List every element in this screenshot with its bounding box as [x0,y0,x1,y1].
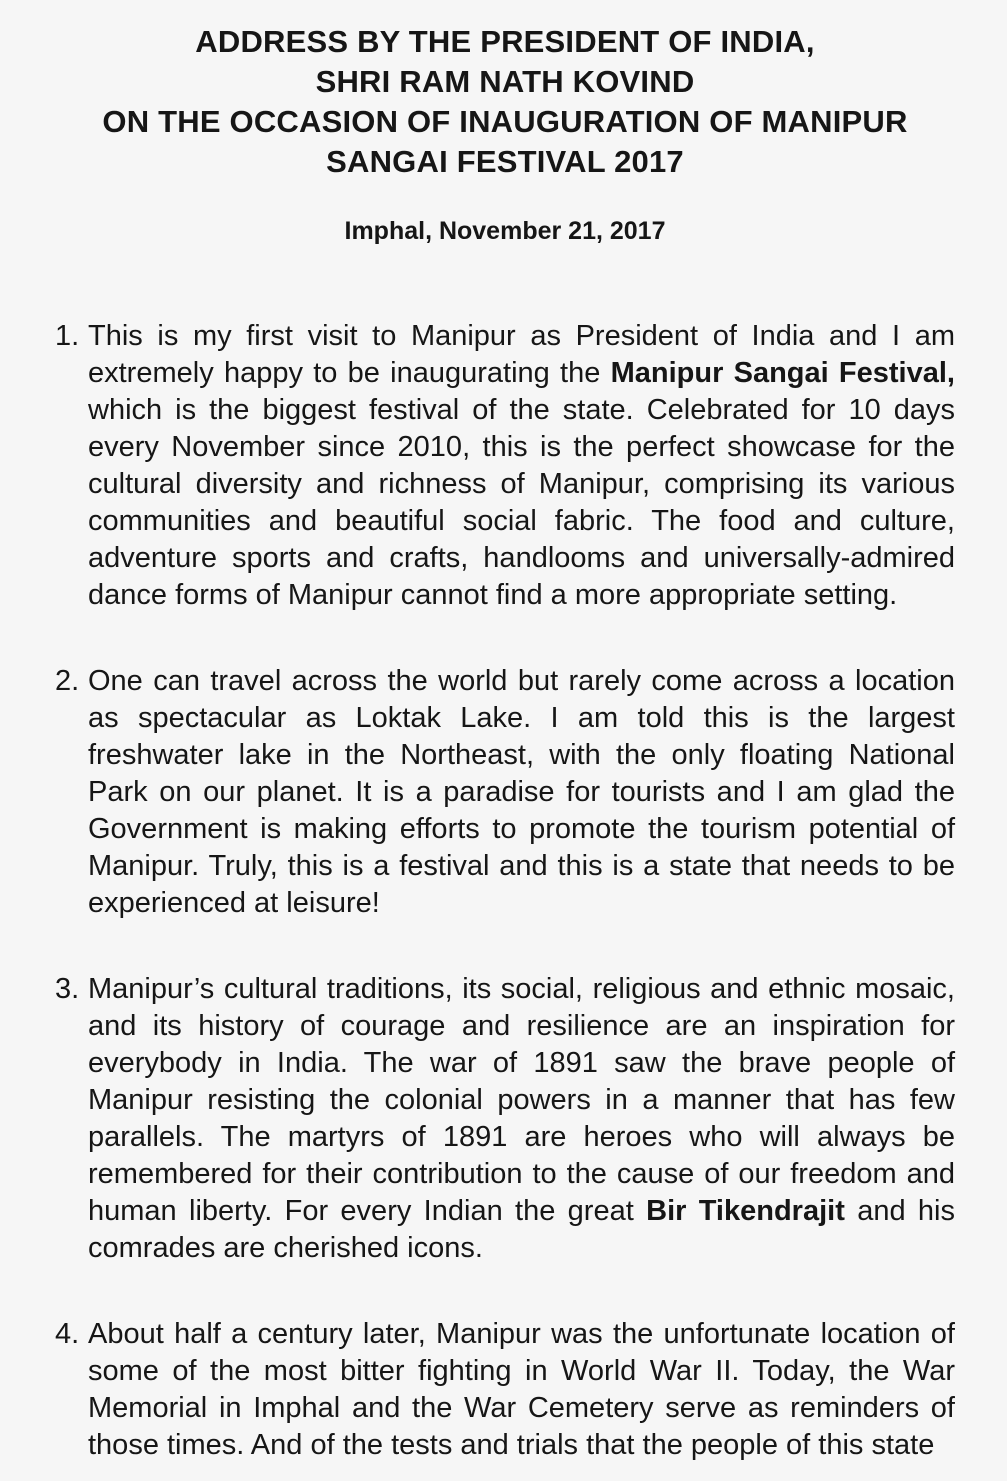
paragraph-number: 3. [55,973,80,1005]
title-line-1: ADDRESS BY THE PRESIDENT OF INDIA, [195,24,815,59]
title-line-3: ON THE OCCASION OF INAUGURATION OF MANIPUR [102,104,908,139]
paragraph-number: 1. [55,320,80,352]
paragraph-number: 2. [55,665,80,697]
paragraph-list [55,318,955,1464]
title-line-4: SANGAI FESTIVAL 2017 [326,144,684,179]
numbered-paragraph-3 [55,971,955,1267]
paragraph-number: 4. [55,1318,80,1350]
paragraph-text: Manipur’s cultural traditions, its social, religious and ethnic mosaic, and its history of courage and resilience are an inspiration for everybody in India. The war of 1891 saw the brave people of Manipur resisting the colonial powers in a manner that has few parallels. The martyrs of 1891 are heroes who will always be remembered for their contribution to the cause of our freedom and human liberty. For every Indian the great Bir Tikendrajit and his comrades are cherished icons. [88,973,955,1264]
numbered-paragraph-4 [55,1316,955,1464]
dateline: Imphal, November 21, 2017 [344,217,666,245]
paragraph-text: About half a century later, Manipur was the unfortunate location of some of the most bitter fighting in World War II. Today, the War Memorial in Imphal and the War Cemetery serve as reminders of those times. And of the tests and trials that the people of this state [88,1318,955,1461]
paragraph-text: This is my first visit to Manipur as President of India and I am extremely happy to be inaugurating the Manipur Sangai Festival, which is the biggest festival of the state. Celebrated for 10 days every November since 2010, this is the perfect showcase for the cultural diversity and richness of Manipur, comprising its various communities and beautiful social fabric. The food and culture, adventure sports and crafts, handlooms and universally-admired dance forms of Manipur cannot find a more appropriate setting. [88,320,955,611]
title-line-2: SHRI RAM NATH KOVIND [315,64,695,99]
numbered-paragraph-1 [55,318,955,614]
numbered-paragraph-2 [55,663,955,922]
document-title [55,22,955,182]
paragraph-text: One can travel across the world but rarely come across a location as spectacular as Loktak Lake. I am told this is the largest freshwater lake in the Northeast, with the only floating National Park on our planet. It is a paradise for tourists and I am glad the Government is making efforts to promote the tourism potential of Manipur. Truly, this is a festival and this is a state that needs to be experienced at leisure! [88,665,955,919]
